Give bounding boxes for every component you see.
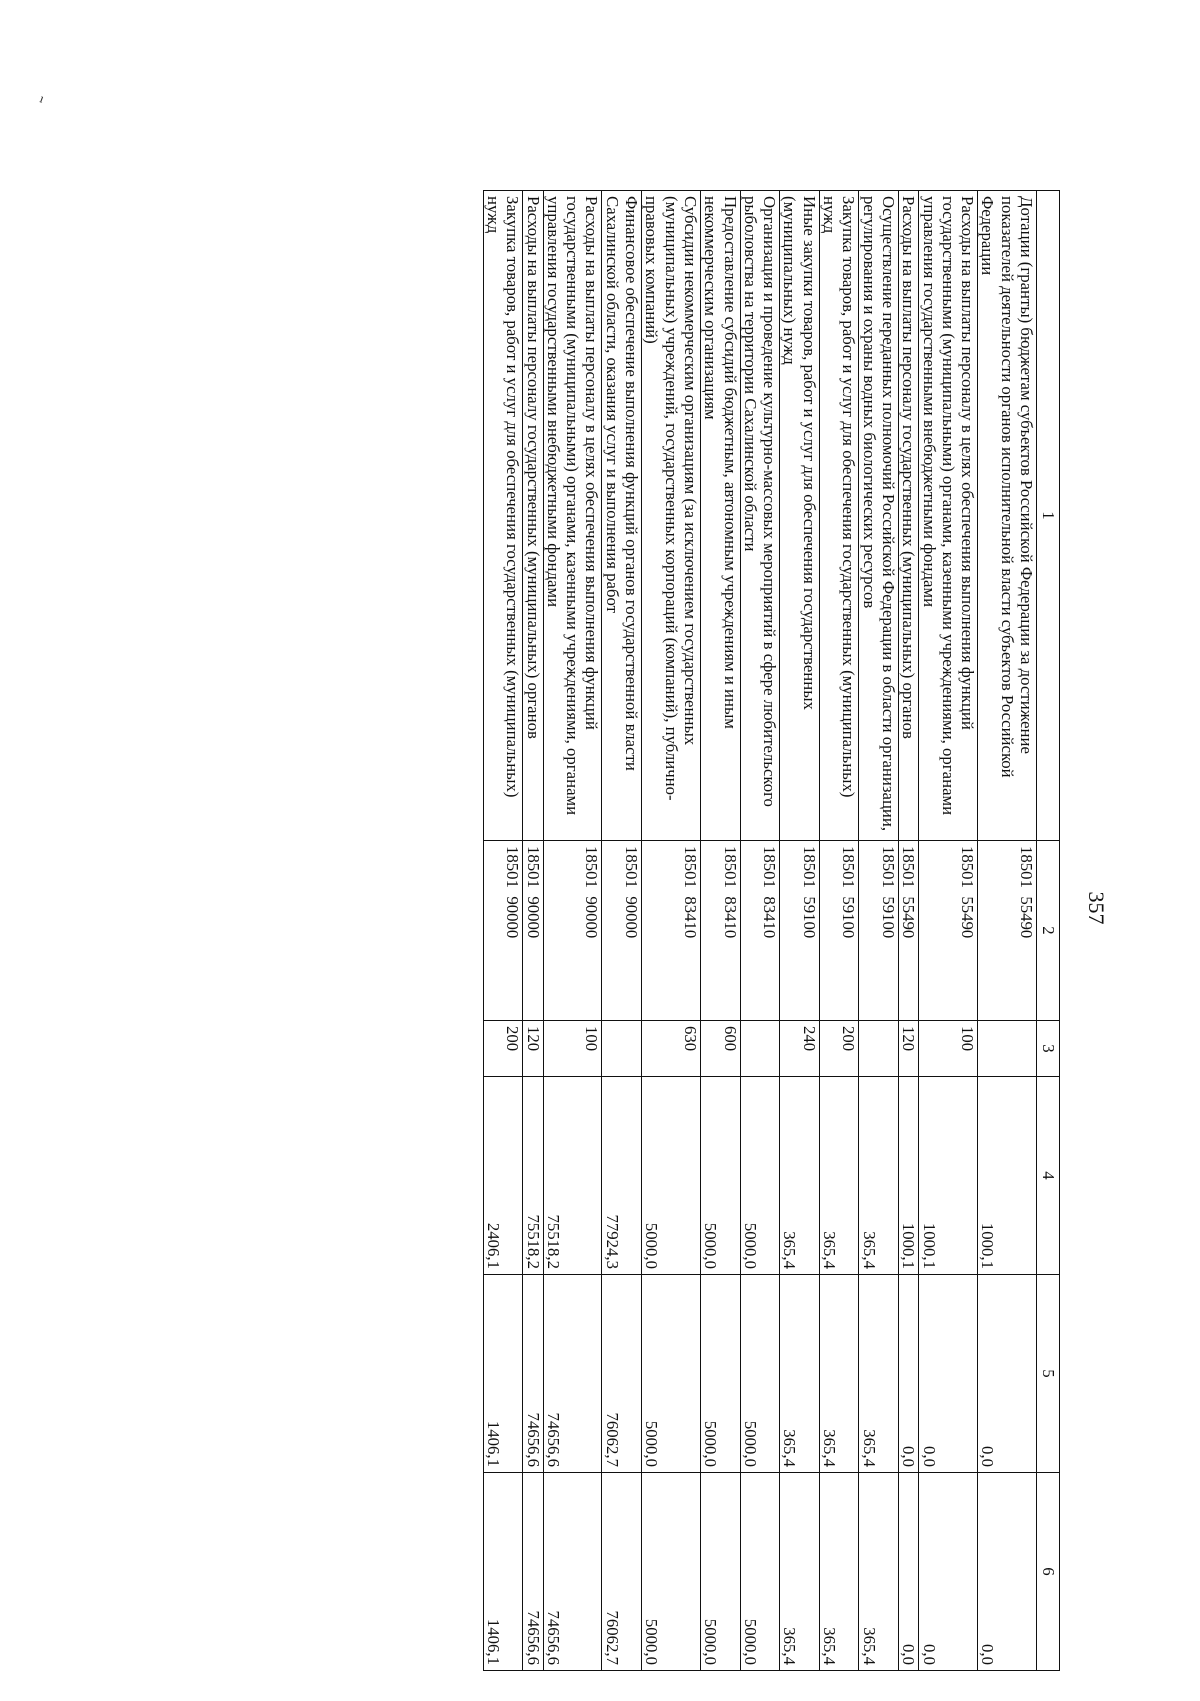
row-name: Финансовое обеспечение выполнения функций органов государственной власти Сахалинской области, оказания услуг и выполнения работ <box>602 191 642 841</box>
row-value-col-5: 0,0 <box>978 1275 1037 1473</box>
row-value-col-6: 1406,1 <box>483 1473 523 1671</box>
row-value-col-5: 0,0 <box>919 1275 978 1473</box>
row-name: Закупка товаров, работ и услуг для обеспечения государственных (муниципальных) нужд <box>483 191 523 841</box>
row-code: 18501 90000 <box>483 841 523 1021</box>
header-col-1: 1 <box>1037 191 1060 841</box>
row-value-col-6: 5000,0 <box>642 1473 701 1671</box>
row-value-col-6: 74656,6 <box>543 1473 602 1671</box>
row-value-col-4: 77924,3 <box>602 1077 642 1275</box>
row-value-col-4: 365,4 <box>780 1077 820 1275</box>
row-code: 18501 83410 <box>700 841 740 1021</box>
row-value-col-4: 1000,1 <box>898 1077 918 1275</box>
budget-table-rotated <box>70 190 1060 1670</box>
row-expense-type <box>978 1021 1037 1077</box>
row-name: Предоставление субсидий бюджетным, автономным учреждениям и иным некоммерческим организациям <box>700 191 740 841</box>
row-name: Расходы на выплаты персоналу в целях обеспечения выполнения функций государственными (муниципальными) органами, казенными учреждениями, органами управления государственными внебюджетными фондами <box>919 191 978 841</box>
row-name: Дотации (гранты) бюджетам субъектов Российской Федерации за достижение показателей деятельности органов исполнительной власти субъектов Российской Федерации <box>978 191 1037 841</box>
row-code: 18501 55490 <box>898 841 918 1021</box>
page-number: 357 <box>1084 891 1109 925</box>
stray-mark: ı <box>37 90 47 106</box>
row-expense-type: 630 <box>642 1021 701 1077</box>
row-expense-type <box>602 1021 642 1077</box>
row-value-col-4: 75518,2 <box>523 1077 543 1275</box>
row-name: Иные закупки товаров, работ и услуг для обеспечения государственных (муниципальных) нужд <box>780 191 820 841</box>
row-expense-type: 600 <box>700 1021 740 1077</box>
row-name: Расходы на выплаты персоналу в целях обеспечения выполнения функций государственными (муниципальными) органами, казенными учреждениями, органами управления государственными внебюджетными фондами <box>543 191 602 841</box>
header-col-5: 5 <box>1037 1275 1060 1473</box>
row-value-col-6: 5000,0 <box>740 1473 780 1671</box>
row-value-col-5: 0,0 <box>898 1275 918 1473</box>
row-value-col-5: 365,4 <box>859 1275 899 1473</box>
table-row <box>898 191 918 1671</box>
row-code: 18501 83410 <box>740 841 780 1021</box>
header-col-6: 6 <box>1037 1473 1060 1671</box>
row-expense-type: 240 <box>780 1021 820 1077</box>
row-value-col-6: 74656,6 <box>523 1473 543 1671</box>
row-value-col-4: 2406,1 <box>483 1077 523 1275</box>
table-row <box>523 191 543 1671</box>
table-row <box>819 191 859 1671</box>
row-value-col-4: 5000,0 <box>740 1077 780 1275</box>
table-row <box>780 191 820 1671</box>
row-code: 18501 59100 <box>819 841 859 1021</box>
row-value-col-5: 365,4 <box>780 1275 820 1473</box>
row-value-col-4: 1000,1 <box>978 1077 1037 1275</box>
row-name: Расходы на выплаты персоналу государственных (муниципальных) органов <box>898 191 918 841</box>
row-value-col-6: 0,0 <box>898 1473 918 1671</box>
row-value-col-5: 74656,6 <box>543 1275 602 1473</box>
row-value-col-5: 365,4 <box>819 1275 859 1473</box>
row-value-col-5: 5000,0 <box>740 1275 780 1473</box>
table-row <box>700 191 740 1671</box>
table-row <box>978 191 1037 1671</box>
row-expense-type: 200 <box>819 1021 859 1077</box>
row-expense-type <box>859 1021 899 1077</box>
row-value-col-4: 365,4 <box>819 1077 859 1275</box>
row-name: Субсидии некоммерческим организациям (за исключением государственных (муниципальных) учреждений, государственных корпораций (компаний), публично-правовых компаний) <box>642 191 701 841</box>
row-name: Осуществление переданных полномочий Российской Федерации в области организации, регулирования и охраны водных биологических ресурсов <box>859 191 899 841</box>
table-body <box>483 191 1036 1671</box>
row-value-col-6: 76062,7 <box>602 1473 642 1671</box>
row-expense-type: 100 <box>919 1021 978 1077</box>
row-code: 18501 83410 <box>642 841 701 1021</box>
row-code: 18501 90000 <box>543 841 602 1021</box>
row-expense-type: 200 <box>483 1021 523 1077</box>
row-value-col-6: 0,0 <box>978 1473 1037 1671</box>
row-value-col-5: 5000,0 <box>700 1275 740 1473</box>
row-value-col-4: 5000,0 <box>642 1077 701 1275</box>
row-code: 18501 90000 <box>602 841 642 1021</box>
row-code: 18501 55490 <box>978 841 1037 1021</box>
table-row <box>602 191 642 1671</box>
header-col-3: 3 <box>1037 1021 1060 1077</box>
table-row <box>859 191 899 1671</box>
row-code: 18501 90000 <box>523 841 543 1021</box>
row-value-col-4: 1000,1 <box>919 1077 978 1275</box>
table-row <box>543 191 602 1671</box>
table-row <box>483 191 523 1671</box>
row-code: 18501 59100 <box>780 841 820 1021</box>
row-expense-type: 120 <box>523 1021 543 1077</box>
header-row <box>1037 191 1060 1671</box>
row-value-col-6: 365,4 <box>859 1473 899 1671</box>
table-row <box>740 191 780 1671</box>
budget-table <box>483 190 1060 1671</box>
row-value-col-4: 75518,2 <box>543 1077 602 1275</box>
header-col-2: 2 <box>1037 841 1060 1021</box>
row-name: Закупка товаров, работ и услуг для обеспечения государственных (муниципальных) нужд <box>819 191 859 841</box>
row-value-col-5: 1406,1 <box>483 1275 523 1473</box>
row-value-col-5: 76062,7 <box>602 1275 642 1473</box>
table-row <box>642 191 701 1671</box>
row-value-col-5: 5000,0 <box>642 1275 701 1473</box>
row-value-col-6: 365,4 <box>780 1473 820 1671</box>
row-value-col-6: 5000,0 <box>700 1473 740 1671</box>
row-value-col-5: 74656,6 <box>523 1275 543 1473</box>
row-name: Организация и проведение культурно-массовых мероприятий в сфере любительского рыболовства на территории Сахалинской области <box>740 191 780 841</box>
row-value-col-4: 365,4 <box>859 1077 899 1275</box>
row-expense-type: 120 <box>898 1021 918 1077</box>
row-value-col-4: 5000,0 <box>700 1077 740 1275</box>
row-code: 18501 55490 <box>919 841 978 1021</box>
header-col-4: 4 <box>1037 1077 1060 1275</box>
row-value-col-6: 365,4 <box>819 1473 859 1671</box>
row-expense-type: 100 <box>543 1021 602 1077</box>
table-row <box>919 191 978 1671</box>
row-value-col-6: 0,0 <box>919 1473 978 1671</box>
row-code: 18501 59100 <box>859 841 899 1021</box>
row-expense-type <box>740 1021 780 1077</box>
row-name: Расходы на выплаты персоналу государственных (муниципальных) органов <box>523 191 543 841</box>
